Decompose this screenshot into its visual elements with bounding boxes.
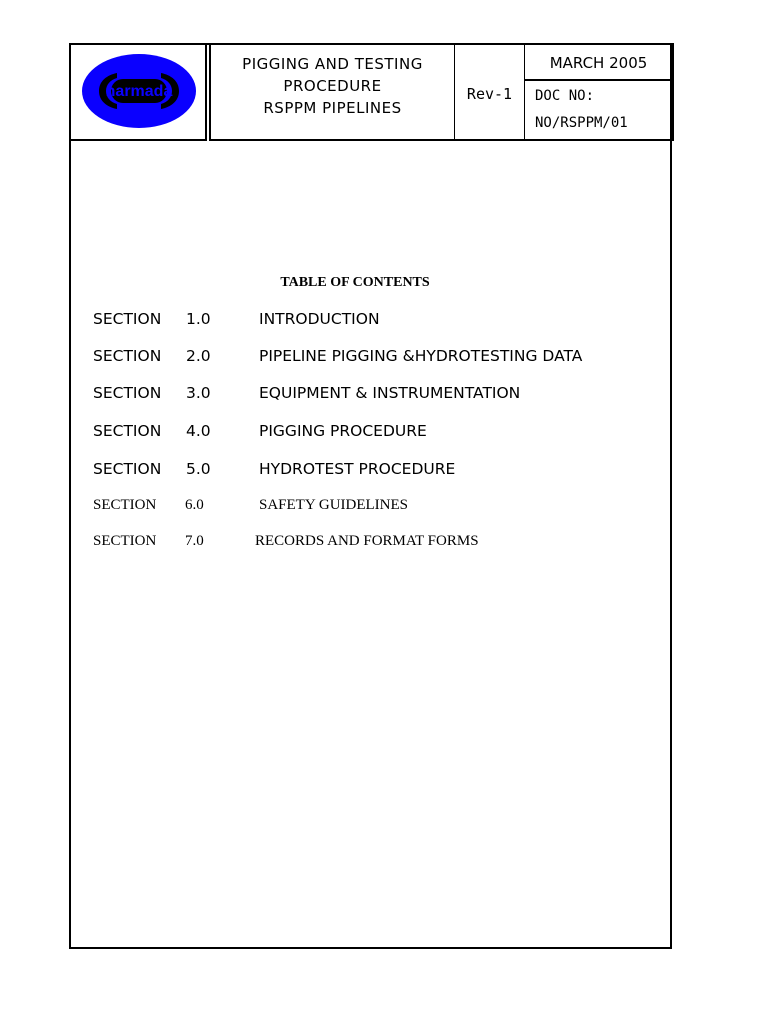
title-line-3: RSPPM PIPELINES [263, 99, 402, 117]
toc-section-number: 4.0 [186, 422, 211, 440]
toc-section-number: 6.0 [185, 497, 204, 513]
toc-section-number: 2.0 [186, 347, 211, 365]
toc-section-title: RECORDS AND FORMAT FORMS [255, 533, 479, 549]
title-line-1: PIGGING AND TESTING [242, 55, 423, 73]
toc-row [0, 422, 768, 446]
toc-section-title: PIGGING PROCEDURE [259, 422, 427, 440]
toc-section-label: SECTION [93, 497, 157, 513]
toc-row [0, 533, 768, 557]
doc-number-value: NO/RSPPM/01 [535, 115, 628, 131]
logo-wordmark: narmada [105, 83, 173, 100]
toc-section-title: INTRODUCTION [259, 310, 380, 328]
toc-section-label: SECTION [93, 310, 162, 328]
toc-row [0, 384, 768, 408]
toc-section-number: 3.0 [186, 384, 211, 402]
toc-section-label: SECTION [93, 460, 162, 478]
toc-section-label: SECTION [93, 533, 157, 549]
doc-number-label: DOC NO: [535, 88, 595, 104]
toc-section-title: HYDROTEST PROCEDURE [259, 460, 456, 478]
toc-section-label: SECTION [93, 384, 162, 402]
toc-section-label: SECTION [93, 347, 162, 365]
document-date: MARCH 2005 [549, 54, 648, 72]
title-line-2: PROCEDURE [283, 77, 382, 95]
toc-section-title: PIPELINE PIGGING &HYDROTESTING DATA [259, 347, 583, 365]
toc-title: TABLE OF CONTENTS [280, 275, 430, 290]
revision-label: Rev-1 [466, 85, 513, 103]
toc-section-title: EQUIPMENT & INSTRUMENTATION [259, 384, 521, 402]
toc-section-title: SAFETY GUIDELINES [259, 497, 409, 513]
toc-section-number: 1.0 [186, 310, 211, 328]
toc-section-number: 5.0 [186, 460, 211, 478]
toc-section-number: 7.0 [185, 533, 204, 549]
toc-section-label: SECTION [93, 422, 162, 440]
toc-row [0, 497, 768, 521]
toc-row [0, 347, 768, 371]
toc-row [0, 310, 768, 334]
toc-row [0, 460, 768, 484]
